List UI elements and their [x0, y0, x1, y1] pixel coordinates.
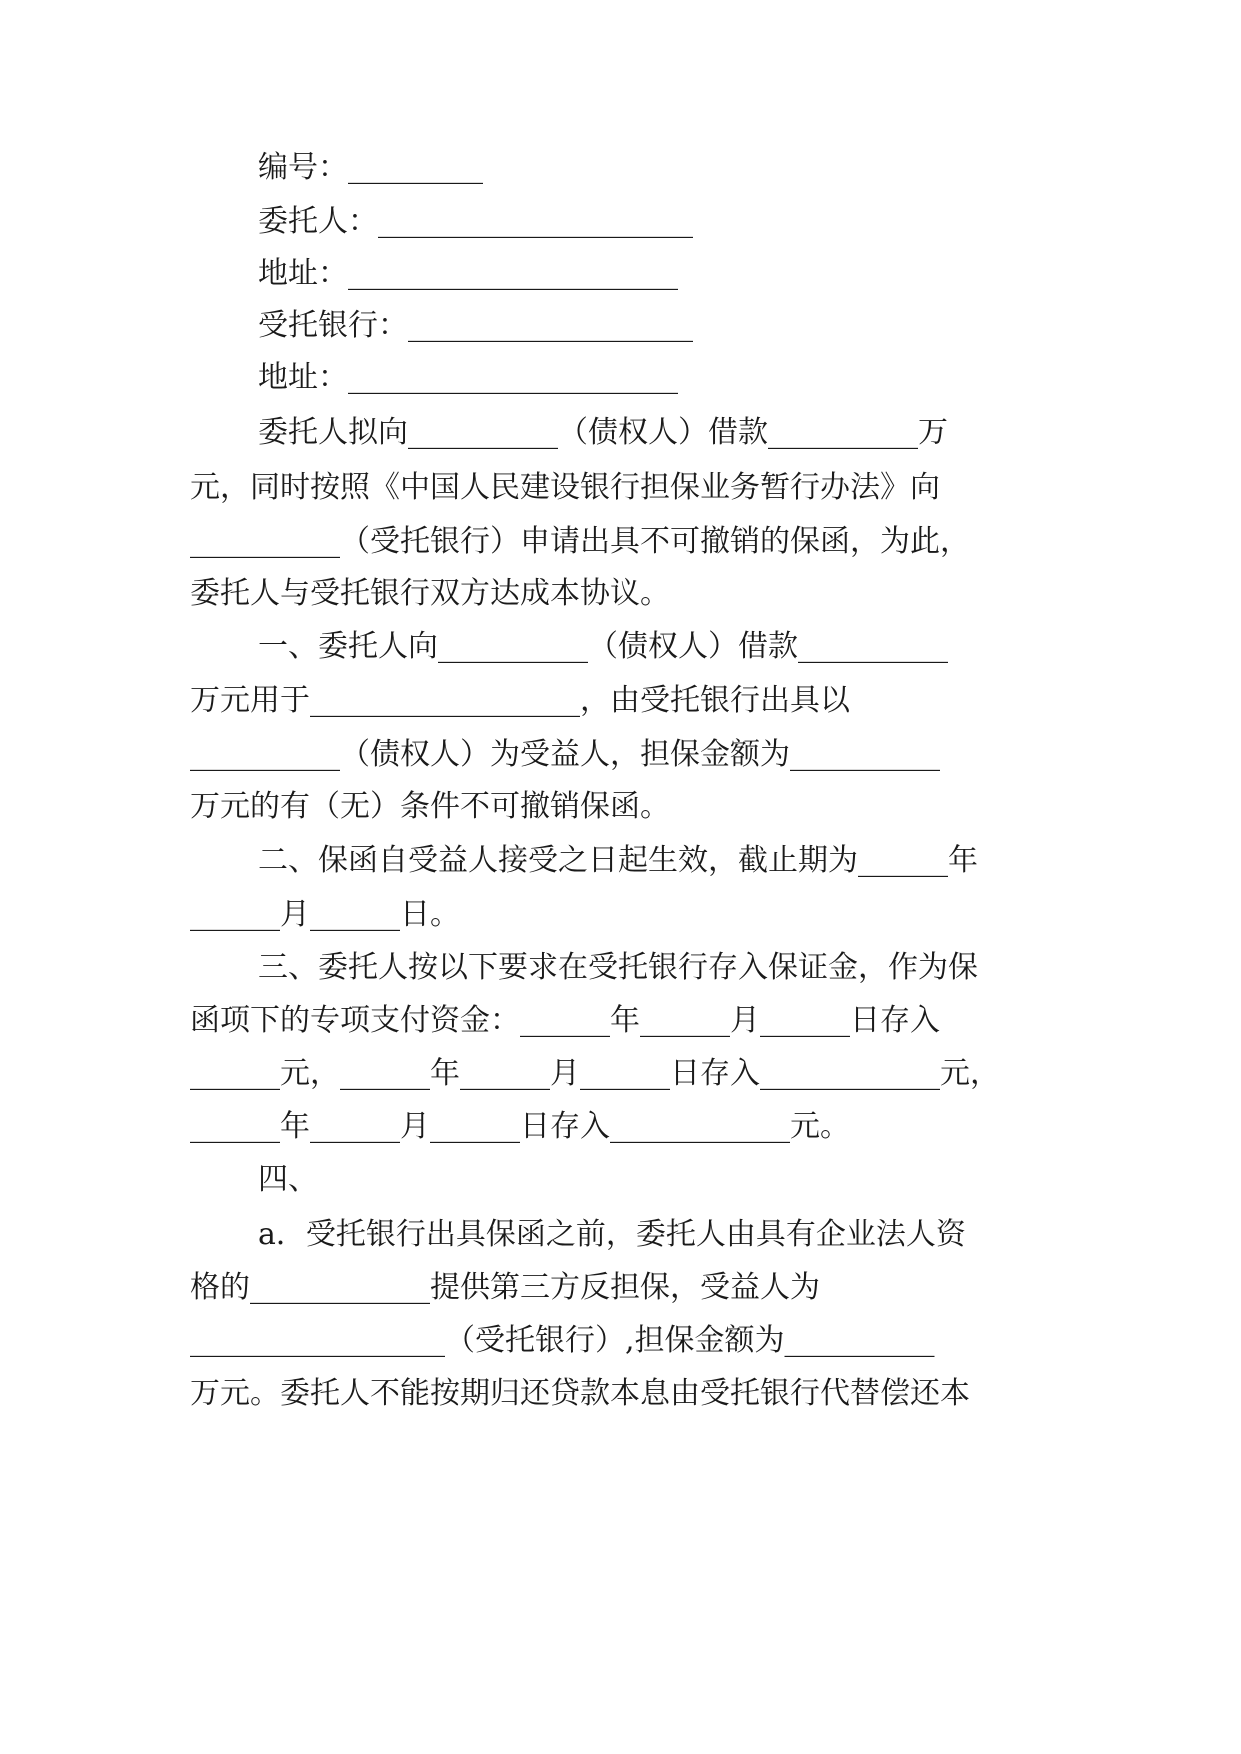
clause4-line: 格的____________提供第三方反担保，受益人为 [190, 1270, 820, 1305]
clause3-line: 函项下的专项支付资金：______年______月______日存入 [190, 1003, 940, 1038]
intro-line: __________（受托银行）申请出具不可撤销的保函，为此， [190, 524, 970, 559]
principal-address-field: 地址：______________________ [258, 256, 678, 291]
clause4-line: _________________（受托银行）,担保金额为__________ [190, 1323, 935, 1358]
clause4-line: 万元。委托人不能按期归还贷款本息由受托银行代替偿还本 [190, 1376, 970, 1411]
clause2-line: ______月______日。 [190, 897, 460, 932]
intro-line: 委托人与受托银行双方达成本协议。 [190, 576, 670, 611]
clause3-line: ______元，______年______月______日存入____________元， [190, 1056, 1000, 1091]
clause3-line: ______年______月______日存入____________元。 [190, 1109, 850, 1144]
clause2-line: 二、保函自受益人接受之日起生效，截止期为______年 [258, 843, 978, 878]
clause4-heading: 四、 [258, 1162, 318, 1197]
principal-field: 委托人：_____________________ [258, 204, 693, 239]
intro-line: 委托人拟向__________（债权人）借款__________万 [258, 415, 948, 450]
bank-address-field: 地址：______________________ [258, 360, 678, 395]
clause4-line: a．受托银行出具保函之前，委托人由具有企业法人资 [258, 1217, 966, 1252]
number-field: 编号：_________ [258, 150, 483, 185]
clause1-line: 万元用于__________________，由受托银行出具以 [190, 683, 850, 718]
clause1-line: __________（债权人）为受益人，担保金额为__________ [190, 737, 940, 772]
clause1-line: 万元的有（无）条件不可撤销保函。 [190, 789, 670, 824]
bank-field: 受托银行：___________________ [258, 308, 693, 343]
clause3-line: 三、委托人按以下要求在受托银行存入保证金，作为保 [258, 950, 978, 985]
clause1-line: 一、委托人向__________（债权人）借款__________ [258, 629, 948, 664]
intro-line: 元，同时按照《中国人民建设银行担保业务暂行办法》向 [190, 470, 940, 505]
